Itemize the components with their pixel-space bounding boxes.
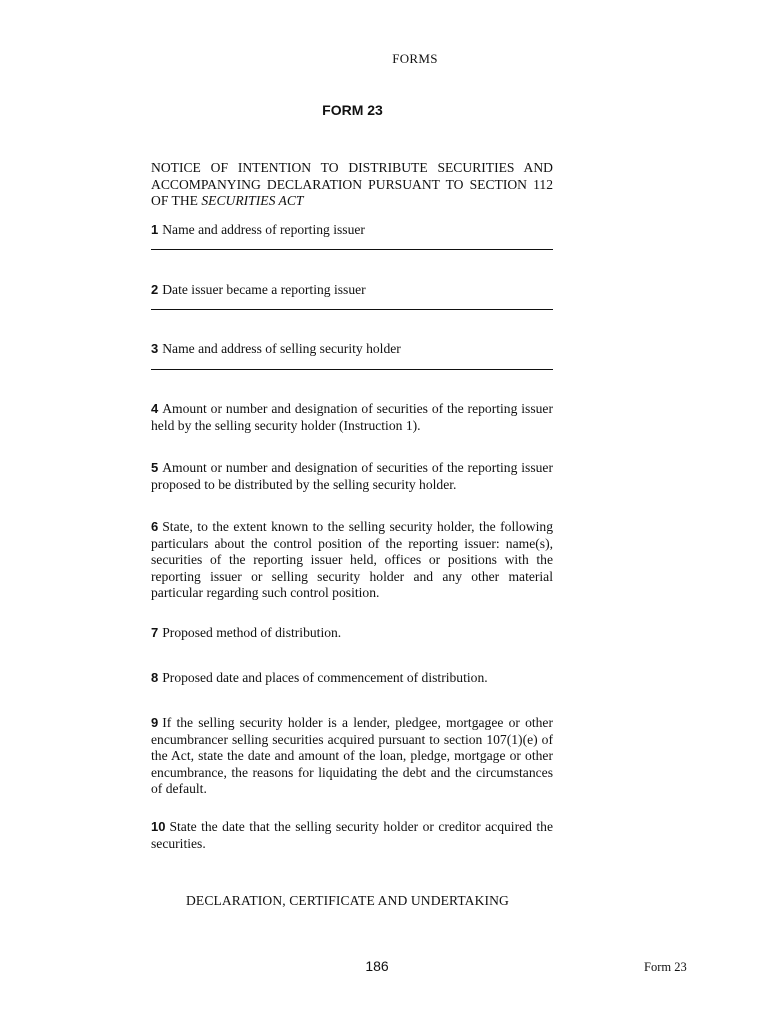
- form-item-4: [151, 401, 553, 434]
- item-number: 5: [151, 460, 159, 475]
- form-item-9: [151, 715, 553, 798]
- answer-line-3: [151, 369, 553, 370]
- declaration-heading: DECLARATION, CERTIFICATE AND UNDERTAKING: [186, 893, 509, 908]
- item-number: 8: [151, 670, 159, 685]
- item-text: Name and address of selling security holder: [162, 341, 401, 356]
- item-number: 7: [151, 625, 159, 640]
- item-number: 6: [151, 519, 159, 534]
- running-head: FORMS: [392, 51, 438, 66]
- answer-line-1: [151, 249, 553, 250]
- item-text: Amount or number and designation of securities of the reporting issuer proposed to be distributed by the selling security holder.: [151, 460, 553, 492]
- item-number: 3: [151, 341, 159, 356]
- answer-line-2: [151, 309, 553, 310]
- item-number: 10: [151, 819, 166, 834]
- item-number: 4: [151, 401, 159, 416]
- form-item-2: [151, 282, 553, 299]
- form-title: FORM 23: [322, 102, 383, 118]
- form-item-3: [151, 341, 553, 358]
- notice-title-main: NOTICE OF INTENTION TO DISTRIBUTE SECURITIES AND ACCOMPANYING DECLARATION PURSUANT TO SECTION 112 OF THE: [151, 160, 553, 208]
- form-item-1: [151, 222, 553, 239]
- form-item-8: [151, 670, 553, 687]
- notice-title: [151, 160, 553, 210]
- footer-form-label: Form 23: [644, 960, 687, 974]
- form-item-10: [151, 819, 553, 852]
- form-item-7: [151, 625, 553, 642]
- item-text: If the selling security holder is a lender, pledgee, mortgagee or other encumbrancer selling securities acquired pursuant to section 107(1)(e) of the Act, state the date and amount of the loan, pledge, mortgage or other encumbrance, the reasons for liquidating the debt and the circumstances of default.: [151, 715, 553, 796]
- item-number: 1: [151, 222, 159, 237]
- form-item-6: [151, 519, 553, 602]
- item-text: Proposed method of distribution.: [162, 625, 342, 640]
- item-number: 9: [151, 715, 159, 730]
- item-number: 2: [151, 282, 159, 297]
- item-text: Name and address of reporting issuer: [162, 222, 365, 237]
- item-text: State the date that the selling security holder or creditor acquired the securities.: [151, 819, 553, 851]
- item-text: Amount or number and designation of securities of the reporting issuer held by the selling security holder (Instruction 1).: [151, 401, 553, 433]
- item-text: State, to the extent known to the selling security holder, the following particulars about the control position of the reporting issuer: name(s), securities of the reporting issuer held, offices or positions with the reporting issuer or selling security holder and any other material particular regarding such control position.: [151, 519, 553, 600]
- item-text: Proposed date and places of commencement of distribution.: [162, 670, 488, 685]
- page-number: 186: [365, 958, 389, 974]
- item-text: Date issuer became a reporting issuer: [162, 282, 366, 297]
- notice-title-act: SECURITIES ACT: [201, 193, 304, 208]
- form-item-5: [151, 460, 553, 493]
